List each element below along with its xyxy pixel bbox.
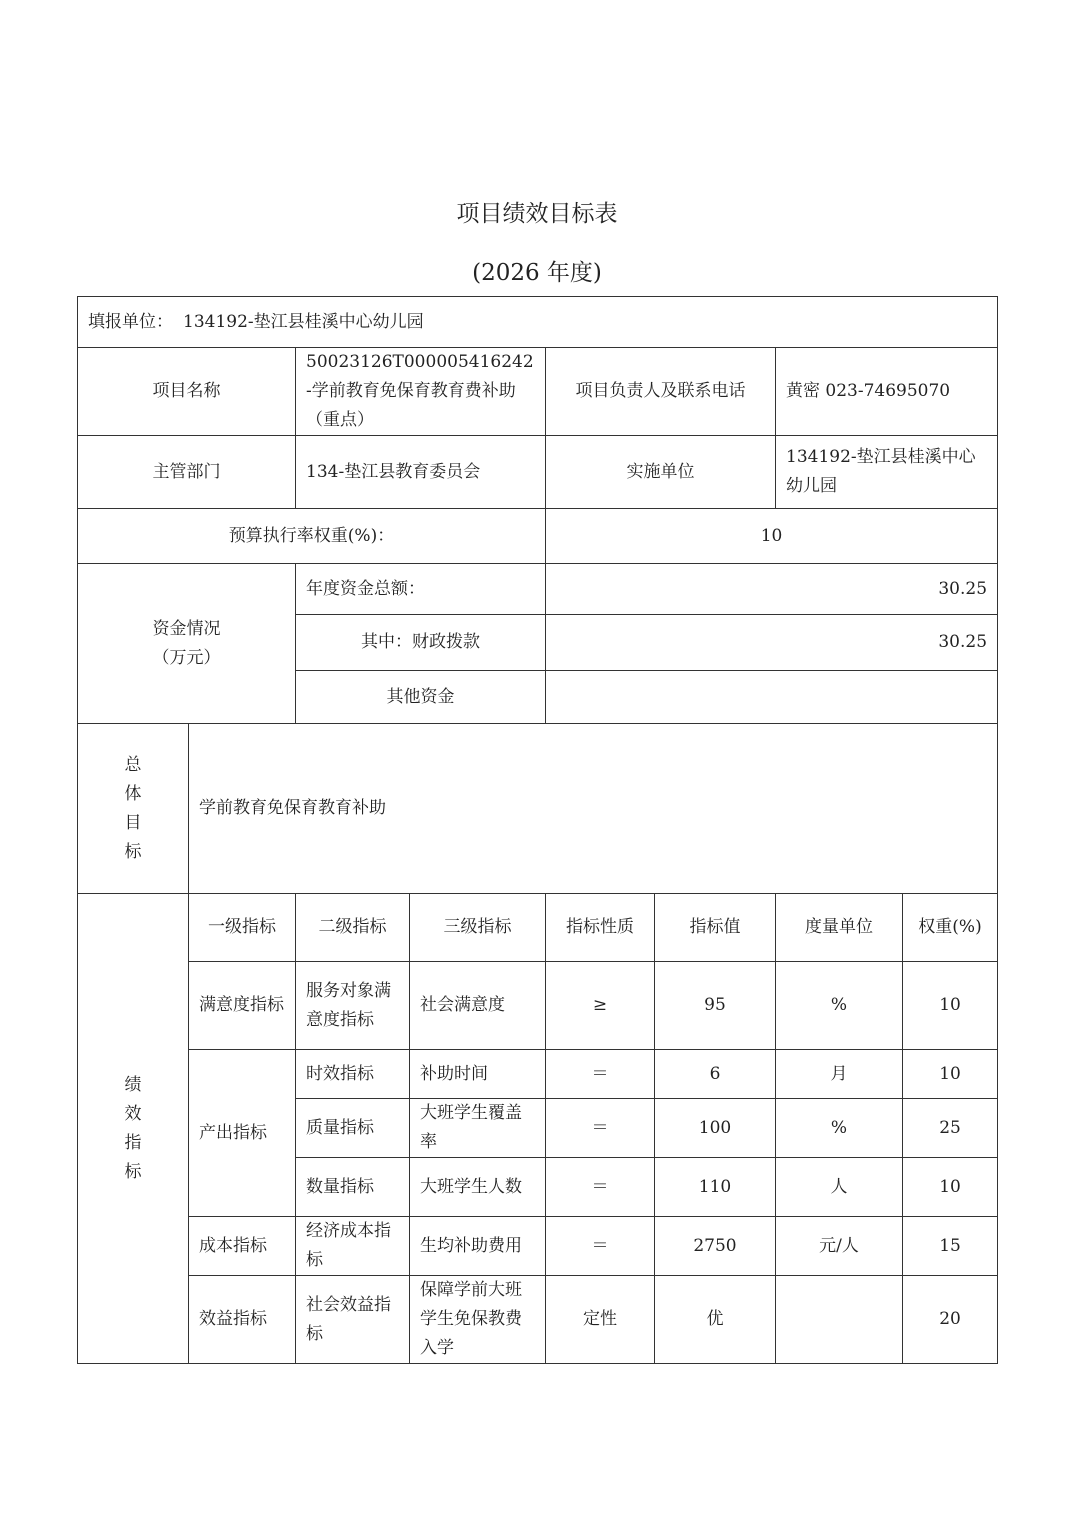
- budget-weight-value: 10: [546, 509, 998, 564]
- level3-cell: 社会满意度: [410, 962, 546, 1050]
- level3-cell: 大班学生覆盖率: [410, 1099, 546, 1158]
- nature-cell: ＝: [546, 1158, 655, 1217]
- unit-cell: 人: [776, 1158, 903, 1217]
- page-subtitle: (2026 年度): [472, 260, 602, 286]
- header-nature: 指标性质: [546, 894, 655, 962]
- level3-cell: 补助时间: [410, 1050, 546, 1099]
- funds-label-cell: [78, 564, 296, 724]
- header-level1: 一级指标: [189, 894, 296, 962]
- funds-total-value: 30.25: [546, 564, 998, 615]
- level2-cell: 服务对象满意度指标: [296, 962, 410, 1050]
- indicators-char: 指: [124, 1132, 142, 1153]
- weight-cell: 20: [903, 1276, 998, 1364]
- level2-cell: 经济成本指标: [296, 1217, 410, 1276]
- level3-cell: 生均补助费用: [410, 1217, 546, 1276]
- project-contact-label: 项目负责人及联系电话: [546, 348, 776, 436]
- overall-goal-char: 标: [124, 841, 142, 862]
- header-unit: 度量单位: [776, 894, 903, 962]
- nature-cell: 定性: [546, 1276, 655, 1364]
- reporting-unit-value: 134192-垫江县桂溪中心幼儿园: [183, 311, 424, 332]
- unit-cell: 元/人: [776, 1217, 903, 1276]
- overall-goal-char: 目: [124, 812, 142, 833]
- value-cell: 2750: [655, 1217, 776, 1276]
- table-row: [78, 1276, 998, 1364]
- funds-unit: （万元）: [152, 647, 221, 668]
- value-cell: 6: [655, 1050, 776, 1099]
- value-cell: 95: [655, 962, 776, 1050]
- implementing-unit-value: 134192-垫江县桂溪中心幼儿园: [776, 436, 998, 509]
- level2-cell: 质量指标: [296, 1099, 410, 1158]
- reporting-unit-label: 填报单位：: [88, 311, 173, 332]
- funds-other-value: [546, 671, 998, 724]
- nature-cell: ＝: [546, 1050, 655, 1099]
- project-contact-value: 黄密 023-74695070: [776, 348, 998, 436]
- level3-cell: 保障学前大班学生免保教费入学: [410, 1276, 546, 1364]
- overall-goal-value: 学前教育免保育教育补助: [189, 724, 998, 894]
- weight-cell: 15: [903, 1217, 998, 1276]
- overall-goal-char: 总: [124, 754, 142, 775]
- header-level2: 二级指标: [296, 894, 410, 962]
- weight-cell: 10: [903, 1050, 998, 1099]
- weight-cell: 10: [903, 1158, 998, 1217]
- weight-cell: 10: [903, 962, 998, 1050]
- value-cell: 100: [655, 1099, 776, 1158]
- implementing-unit-label: 实施单位: [546, 436, 776, 509]
- level2-cell: 时效指标: [296, 1050, 410, 1099]
- funds-total-label: 年度资金总额：: [296, 564, 546, 615]
- unit-cell: %: [776, 1099, 903, 1158]
- overall-goal-label: [78, 724, 189, 894]
- page-title: 项目绩效目标表: [456, 201, 618, 227]
- funds-label: 资金情况: [152, 618, 221, 639]
- funds-fiscal-label: 其中：财政拨款: [296, 615, 546, 671]
- budget-weight-label: 预算执行率权重(%)：: [78, 509, 546, 564]
- level2-cell: 社会效益指标: [296, 1276, 410, 1364]
- indicators-section-label: [78, 894, 189, 1364]
- unit-cell: [776, 1276, 903, 1364]
- department-value: 134-垫江县教育委员会: [296, 436, 546, 509]
- department-label: 主管部门: [78, 436, 296, 509]
- nature-cell: ＝: [546, 1217, 655, 1276]
- level1-cell: 成本指标: [189, 1217, 296, 1276]
- value-cell: 110: [655, 1158, 776, 1217]
- table-row: [78, 1217, 998, 1276]
- level1-cell: 满意度指标: [189, 962, 296, 1050]
- level3-cell: 大班学生人数: [410, 1158, 546, 1217]
- reporting-unit-cell: [78, 297, 998, 348]
- unit-cell: 月: [776, 1050, 903, 1099]
- performance-table: [77, 296, 998, 1364]
- header-level3: 三级指标: [410, 894, 546, 962]
- funds-fiscal-value: 30.25: [546, 615, 998, 671]
- indicators-char: 绩: [124, 1074, 142, 1095]
- value-cell: 优: [655, 1276, 776, 1364]
- indicators-char: 效: [124, 1103, 142, 1124]
- unit-cell: %: [776, 962, 903, 1050]
- indicators-char: 标: [124, 1161, 142, 1182]
- funds-other-label: 其他资金: [296, 671, 546, 724]
- table-row: [78, 962, 998, 1050]
- level2-cell: 数量指标: [296, 1158, 410, 1217]
- project-name-value: 50023126T000005416242-学前教育免保育教育费补助（重点）: [296, 348, 546, 436]
- level1-cell: 效益指标: [189, 1276, 296, 1364]
- weight-cell: 25: [903, 1099, 998, 1158]
- header-weight: 权重(%): [903, 894, 998, 962]
- header-value: 指标值: [655, 894, 776, 962]
- overall-goal-char: 体: [124, 783, 142, 804]
- project-name-label: 项目名称: [78, 348, 296, 436]
- table-row: [78, 1050, 998, 1099]
- level1-cell: 产出指标: [189, 1050, 296, 1217]
- nature-cell: ＝: [546, 1099, 655, 1158]
- nature-cell: ≥: [546, 962, 655, 1050]
